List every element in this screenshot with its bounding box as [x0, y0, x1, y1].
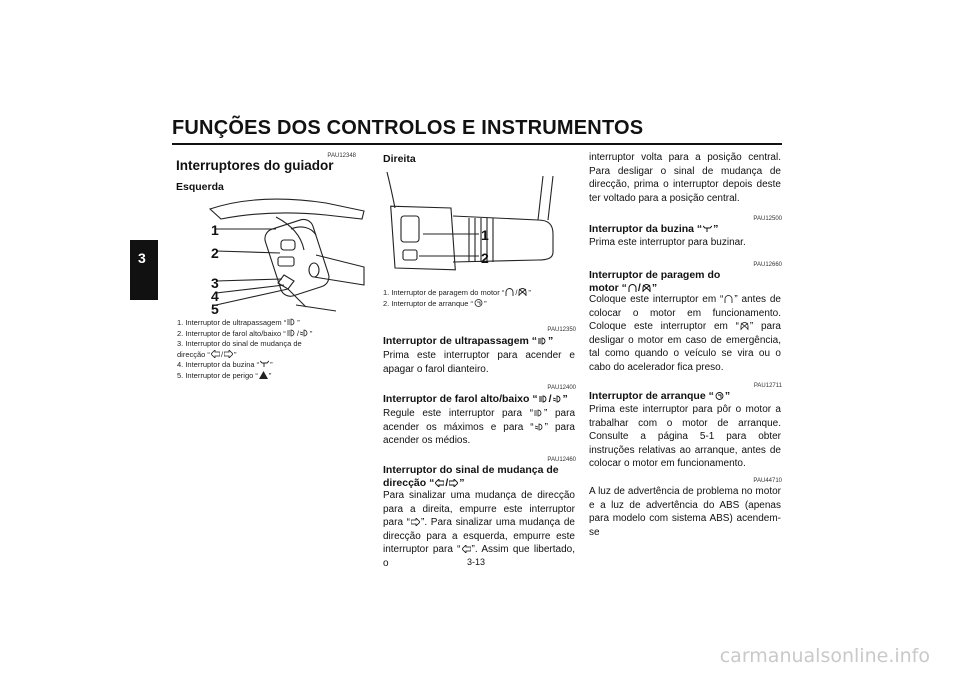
- start-icon: [715, 392, 724, 400]
- left-handlebar-illustration: [176, 195, 366, 315]
- callout-3: 3: [211, 275, 219, 291]
- page-number: 3-13: [467, 557, 486, 567]
- engine-run-icon: [505, 288, 514, 296]
- passing-title: Interruptor de ultrapassagem “ ”: [383, 335, 554, 347]
- caption-3: 3. Interruptor do sinal de mudança de: [177, 339, 302, 348]
- horn-title: Interruptor da buzina “ ”: [589, 223, 719, 235]
- start-body: Prima este interruptor para pôr o motor a trabalhar com o motor de arranque. Consulte a página 5-1 para obter instruções relativas ao arranque, antes de colocar o motor em funcionamento.: [589, 404, 781, 470]
- horn-icon: [703, 225, 712, 233]
- ref-code: PAU12348: [327, 153, 356, 159]
- start-title-text: Interruptor de arranque “: [589, 390, 714, 402]
- turn-title: Interruptor do sinal de mudança de direcção “ / ”: [383, 464, 559, 489]
- engine-stop-icon: [642, 284, 651, 292]
- page-header: FUNÇÕES DOS CONTROLOS E INSTRUMENTOS: [172, 117, 644, 139]
- turn-body-b: ”. Para sinalizar uma mudança de direcção para a esquerda, empurre este interruptor para “: [383, 517, 575, 556]
- turn-right-icon: [449, 479, 458, 487]
- high-beam-icon: [287, 329, 296, 337]
- low-beam-icon: [535, 423, 544, 431]
- caption-2: 2. Interruptor de farol alto/baixo “: [177, 328, 286, 338]
- stop-title-b: motor “: [589, 282, 627, 294]
- callout-2: 2: [211, 245, 219, 261]
- callout-1: 1: [211, 222, 219, 238]
- right-callout-1: 1: [481, 227, 489, 243]
- ref-code: PAU12460: [547, 457, 576, 463]
- high-beam-icon: [539, 395, 548, 403]
- stop-body: [589, 293, 781, 375]
- horn-title-text: Interruptor da buzina “: [589, 223, 703, 235]
- engine-run-icon: [724, 295, 733, 303]
- watermark: carmanualsonline.info: [719, 645, 930, 667]
- engine-run-icon: [628, 284, 637, 292]
- right-subtitle: Direita: [383, 153, 416, 165]
- ref-code: PAU12350: [547, 327, 576, 333]
- beam-body: [383, 407, 575, 448]
- right-handlebar-illustration: [383, 168, 573, 278]
- turn-title-b: direcção “: [383, 477, 435, 489]
- caption-5: 5. Interruptor de perigo “: [177, 370, 258, 380]
- low-beam-icon: [300, 329, 309, 337]
- ref-code: PAU12400: [547, 385, 576, 391]
- passing-light-icon: [287, 318, 296, 326]
- beam-title: Interruptor de farol alto/baixo “ / ”: [383, 393, 568, 405]
- high-beam-icon: [534, 409, 543, 417]
- turn-right-icon: [224, 350, 233, 358]
- right-captions: 1. Interruptor de paragem do motor “ / ” 2. Interruptor de arranque “ ”: [383, 288, 531, 308]
- caption-1: 1. Interruptor de ultrapassagem “: [177, 318, 287, 327]
- horn-icon: [260, 360, 269, 368]
- turn-body-c: ”. Assim que libertado, o: [383, 544, 575, 569]
- ref-code: PAU12500: [753, 216, 782, 222]
- chapter-tab: [130, 240, 158, 300]
- header-rule: [172, 143, 782, 145]
- left-subtitle: Esquerda: [176, 181, 224, 193]
- chapter-number: 3: [138, 250, 146, 266]
- passing-body: Prima este interruptor para acender e apagar o farol dianteiro.: [383, 350, 575, 375]
- caption-4: 4. Interruptor da buzina “: [177, 360, 260, 369]
- beam-body-a: Regule este interruptor para “: [383, 408, 534, 419]
- start-title: Interruptor de arranque “ ”: [589, 390, 731, 402]
- hazard-icon: [259, 371, 268, 379]
- left-captions: 1. Interruptor de ultrapassagem “ ” 2. Interruptor de farol alto/baixo “ / ” 3. Interruptor do sinal de mudança de direcção “ / ” 4. Interruptor da buzina “ ” 5. Interruptor de perigo “ ”: [177, 318, 313, 380]
- beam-body-c: ” para acender os médios.: [383, 421, 575, 447]
- turn-body-continued: interruptor volta para a posição central. Para desligar o sinal de mudança de direcção, prima o interruptor depois deste ter voltado para a posição central.: [589, 152, 781, 204]
- start-icon: [474, 299, 483, 307]
- passing-light-icon: [538, 337, 547, 345]
- turn-right-icon: [411, 518, 420, 526]
- turn-left-icon: [462, 545, 471, 553]
- turn-title-a: Interruptor do sinal de mudança de: [383, 464, 559, 476]
- turn-left-icon: [435, 479, 444, 487]
- stop-title-a: Interruptor de paragem do: [589, 269, 721, 281]
- right-caption-2: 2. Interruptor de arranque “: [383, 298, 474, 308]
- passing-title-text: Interruptor de ultrapassagem “: [383, 335, 538, 347]
- right-caption-1: 1. Interruptor de paragem do motor “: [383, 288, 505, 297]
- engine-stop-icon: [518, 288, 527, 296]
- turn-left-icon: [211, 350, 220, 358]
- warning-body: A luz de advertência de problema no motor e a luz de advertência do ABS (apenas para modelo com sistema ABS) acendem-se: [589, 486, 781, 538]
- callout-4: 4: [211, 288, 219, 304]
- beam-body-b: ” para acender os máximos e para “: [383, 408, 576, 433]
- horn-body: Prima este interruptor para buzinar.: [589, 237, 746, 248]
- stop-body-a: Coloque este interruptor em “: [589, 294, 724, 305]
- callout-5: 5: [211, 301, 219, 317]
- engine-stop-icon: [740, 322, 749, 330]
- turn-body-a: Para sinalizar uma mudança de direcção para a direita, empurre este interruptor para “: [383, 490, 575, 529]
- ref-code: PAU12711: [753, 383, 782, 389]
- beam-title-text: Interruptor de farol alto/baixo “: [383, 393, 538, 405]
- caption-3b: direcção “: [177, 349, 210, 359]
- ref-code: PAU12660: [753, 262, 782, 268]
- ref-code: PAU44710: [753, 478, 782, 484]
- stop-body-b: ” antes de colocar o motor em funcionamento. Coloque este interruptor em “: [589, 294, 781, 333]
- right-callout-2: 2: [481, 250, 489, 266]
- low-beam-icon: [553, 395, 562, 403]
- stop-body-c: ” para desligar o motor em caso de emergência, tal como quando o veículo se vira ou o cabo do acelerador fica preso.: [589, 321, 781, 373]
- section-title: Interruptores do guiador: [176, 158, 334, 173]
- stop-title: Interruptor de paragem do motor “ / ”: [589, 269, 721, 294]
